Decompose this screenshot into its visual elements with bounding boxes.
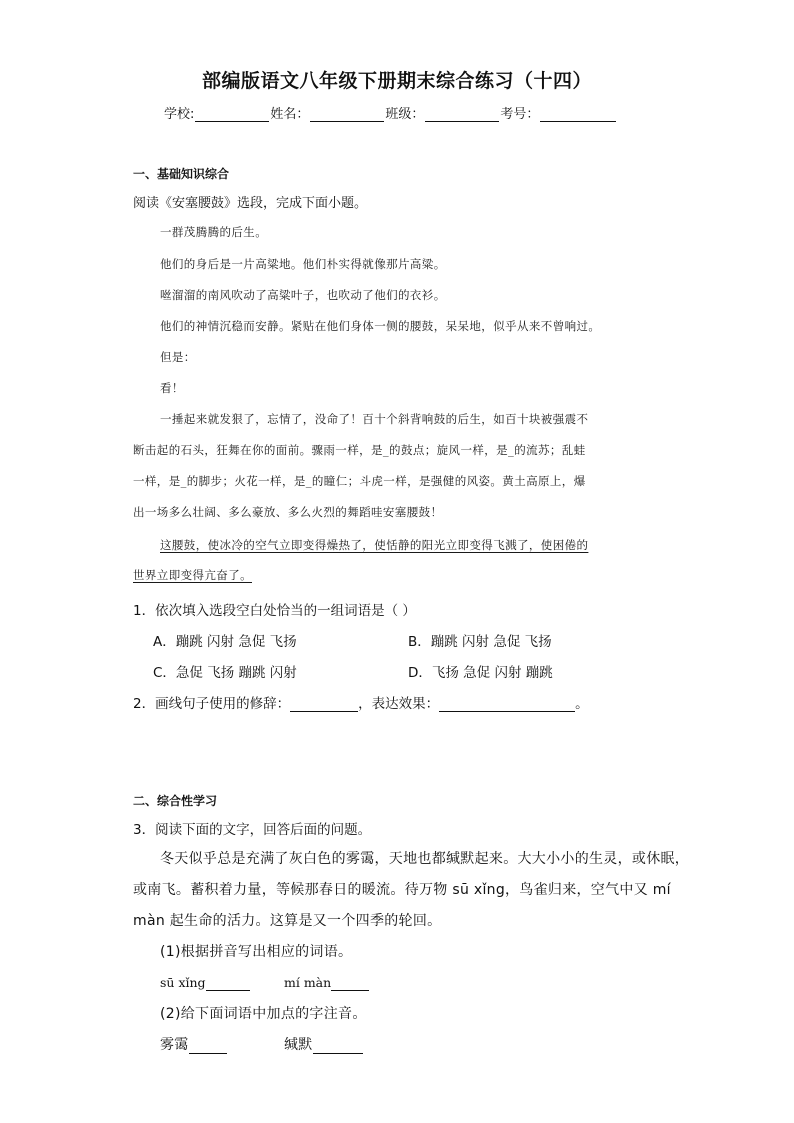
passage-line: 断击起的石头，狂舞在你的面前。骤雨一样，是_的鼓点；旋风一样，是_的流苏；乱蛙	[133, 443, 586, 457]
question-2-end: 。	[575, 696, 589, 712]
passage-line: 出一场多么壮阔、多么豪放、多么火烈的舞蹈哇安塞腰鼓！	[133, 505, 443, 519]
passage-line: 一群茂腾腾的后生。	[160, 225, 268, 239]
word-1: 雾霭	[160, 1037, 189, 1053]
passage-line: 他们的神情沉稳而安静。紧贴在他们身体一侧的腰鼓，呆呆地，似乎从来不曾响过。	[160, 319, 601, 333]
passage-line: 他们的身后是一片高粱地。他们朴实得就像那片高粱。	[160, 257, 446, 271]
sub-question-1: (1)根据拼音写出相应的词语。	[160, 944, 353, 960]
option-c[interactable]: C．急促 飞扬 蹦跳 闪射	[153, 665, 297, 681]
underlined-sentence: 世界立即变得亢奋了。	[133, 568, 252, 582]
question-2-mid: ，表达效果：	[358, 696, 440, 712]
student-info-line	[164, 103, 617, 122]
effect-blank[interactable]	[439, 698, 575, 712]
pinyin-2: mí màn	[284, 975, 332, 990]
class-blank[interactable]	[425, 107, 499, 122]
option-a[interactable]: A．蹦跳 闪射 急促 飞扬	[153, 634, 297, 650]
word-2-blank[interactable]	[313, 1040, 363, 1054]
passage-line: 一捶起来就发狠了，忘情了，没命了！百十个斜背响鼓的后生，如百十块被强震不	[160, 412, 589, 426]
option-b[interactable]: B．蹦跳 闪射 急促 飞扬	[408, 634, 552, 650]
school-label: 学校:	[164, 107, 195, 122]
section-1-instruction: 阅读《安塞腰鼓》选段，完成下面小题。	[133, 196, 368, 211]
rhetoric-blank[interactable]	[290, 698, 358, 712]
number-label: 考号：	[500, 107, 540, 122]
question-2	[133, 692, 589, 712]
section-2-heading: 二、综合性学习	[133, 794, 218, 808]
underlined-sentence: 这腰鼓，使冰冷的空气立即变得燥热了，使恬静的阳光立即变得飞溅了，使困倦的	[160, 538, 589, 552]
question-1: 1．依次填入选段空白处恰当的一组词语是（ ）	[133, 603, 416, 619]
essay-line: 或南飞。蓄积着力量，等候那春日的暖流。待万物 sū xǐng，鸟雀归来，空气中又 mí	[133, 882, 671, 898]
word-1-blank[interactable]	[189, 1040, 227, 1054]
word-2: 缄默	[284, 1037, 313, 1053]
pinyin-answer-1	[160, 972, 250, 991]
pinyin-answer-2	[284, 972, 369, 991]
name-label: 姓名：	[270, 107, 310, 122]
phonetic-answer-1	[160, 1034, 227, 1054]
number-blank[interactable]	[540, 107, 616, 122]
essay-line: 冬天似乎总是充满了灰白色的雾霭，天地也都缄默起来。大大小小的生灵，或休眠，	[160, 851, 690, 867]
pinyin-1-blank[interactable]	[206, 977, 250, 991]
school-blank[interactable]	[195, 107, 269, 122]
question-2-prefix: 2．画线句子使用的修辞：	[133, 696, 291, 712]
sub-question-2: (2)给下面词语中加点的字注音。	[160, 1006, 367, 1022]
essay-line: màn 起生命的活力。这算是又一个四季的轮回。	[133, 913, 442, 929]
name-blank[interactable]	[310, 107, 384, 122]
question-3: 3．阅读下面的文字，回答后面的问题。	[133, 822, 372, 838]
passage-line: 看！	[160, 381, 184, 395]
phonetic-answer-2	[284, 1034, 363, 1054]
page-title: 部编版语文八年级下册期末综合练习（十四）	[201, 70, 592, 92]
passage-line: 咝溜溜的南风吹动了高粱叶子，也吹动了他们的衣衫。	[160, 288, 446, 302]
passage-line: 但是：	[160, 350, 196, 364]
passage-line: 一样，是_的脚步；火花一样，是_的瞳仁；斗虎一样，是强健的风姿。黄土高原上，爆	[133, 474, 586, 488]
class-label: 班级：	[385, 107, 425, 122]
pinyin-1: sū xǐng	[160, 975, 206, 990]
section-1-heading: 一、基础知识综合	[133, 167, 230, 181]
option-d[interactable]: D．飞扬 急促 闪射 蹦跳	[408, 665, 553, 681]
pinyin-2-blank[interactable]	[331, 977, 369, 991]
